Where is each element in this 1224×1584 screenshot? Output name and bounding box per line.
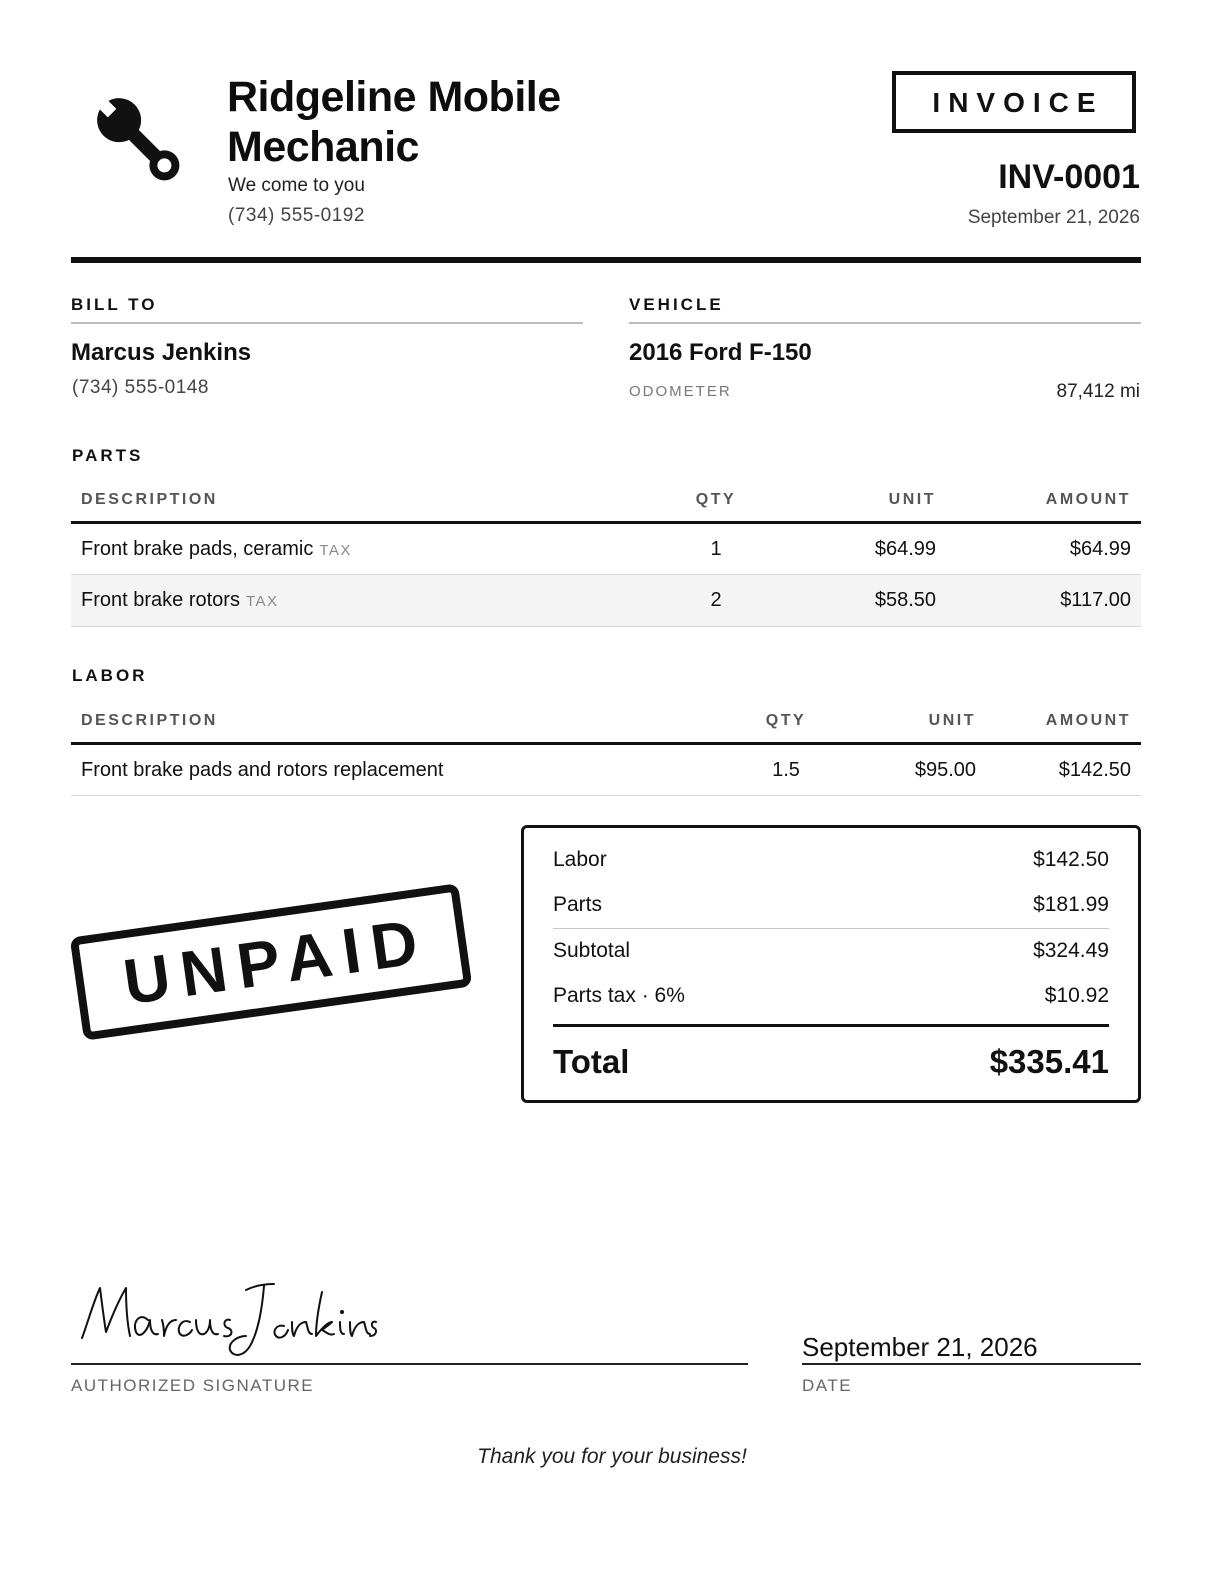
unpaid-stamp (70, 883, 473, 1041)
grand-total-row (553, 1043, 1109, 1081)
business-phone: (734) 555-0192 (228, 205, 365, 226)
tax-tag: TAX (319, 541, 352, 559)
subtotal-value: $324.49 (1033, 939, 1109, 962)
part-amount: $117.00 (946, 575, 1141, 627)
customer-phone: (734) 555-0148 (72, 377, 209, 398)
labor-amount: $142.50 (986, 744, 1141, 796)
parts-header-amount: AMOUNT (946, 479, 1141, 523)
part-qty: 2 (661, 575, 771, 627)
parts-total-value: $181.99 (1033, 893, 1109, 916)
vehicle-rule (629, 322, 1141, 324)
labor-header-amount: AMOUNT (986, 700, 1141, 744)
invoice-date: September 21, 2026 (967, 207, 1140, 228)
part-description: Front brake rotors (81, 589, 240, 611)
totals-divider (553, 928, 1109, 929)
vehicle-name: 2016 Ford F-150 (629, 339, 812, 366)
parts-header-qty: QTY (661, 479, 771, 523)
vehicle-label: VEHICLE (629, 295, 724, 314)
table-row (71, 575, 1141, 627)
handwritten-signature (78, 1270, 378, 1365)
parts-header-unit: UNIT (771, 479, 946, 523)
odometer-label: ODOMETER (629, 383, 732, 400)
labor-unit: $95.00 (841, 744, 986, 796)
part-unit: $64.99 (771, 523, 946, 575)
signature-caption: AUTHORIZED SIGNATURE (71, 1376, 315, 1395)
parts-total-label: Parts (553, 893, 603, 916)
labor-table (71, 700, 1141, 796)
signature-line (71, 1363, 748, 1365)
bill-to-rule (71, 322, 583, 324)
labor-total-row (553, 848, 1109, 872)
date-caption: DATE (802, 1376, 853, 1395)
table-row (71, 523, 1141, 575)
header-divider (71, 257, 1141, 263)
totals-box (521, 825, 1141, 1103)
business-tagline: We come to you (228, 175, 365, 196)
labor-total-value: $142.50 (1033, 848, 1109, 871)
total-label: Total (553, 1043, 630, 1080)
wrench-icon (78, 80, 190, 190)
part-description: Front brake pads, ceramic (81, 537, 314, 560)
parts-table (71, 479, 1141, 627)
bill-to-label: BILL TO (71, 295, 158, 314)
table-row (71, 744, 1141, 796)
part-qty: 1 (661, 523, 771, 575)
stamp-text: UNPAID (119, 904, 433, 1019)
labor-total-label: Labor (553, 848, 607, 871)
invoice-label: INVOICE (892, 71, 1136, 133)
labor-header-description: DESCRIPTION (71, 700, 731, 744)
labor-header-unit: UNIT (841, 700, 986, 744)
labor-title: LABOR (72, 666, 148, 685)
customer-name: Marcus Jenkins (71, 339, 252, 366)
labor-description: Front brake pads and rotors replacement (71, 744, 731, 796)
date-line (802, 1363, 1141, 1365)
odometer-value: 87,412 mi (1056, 381, 1140, 402)
total-divider (553, 1024, 1109, 1027)
part-amount: $64.99 (946, 523, 1141, 575)
thank-you-note: Thank you for your business! (477, 1445, 747, 1468)
subtotal-row (553, 939, 1109, 963)
tax-label: Parts tax · 6% (553, 984, 685, 1007)
parts-header-description: DESCRIPTION (71, 479, 661, 523)
tax-tag: TAX (245, 593, 279, 610)
labor-qty: 1.5 (731, 744, 841, 796)
tax-value: $10.92 (1044, 984, 1109, 1007)
labor-header-qty: QTY (731, 700, 841, 744)
subtotal-label: Subtotal (553, 939, 631, 962)
business-name: Ridgeline Mobile Mechanic (227, 73, 561, 171)
signature-date: September 21, 2026 (802, 1332, 1038, 1362)
parts-total-row (553, 893, 1109, 917)
total-value: $335.41 (989, 1043, 1109, 1080)
invoice-number: INV-0001 (998, 158, 1140, 196)
parts-title: PARTS (72, 446, 144, 465)
tax-row (553, 984, 1109, 1008)
part-unit: $58.50 (771, 575, 946, 627)
